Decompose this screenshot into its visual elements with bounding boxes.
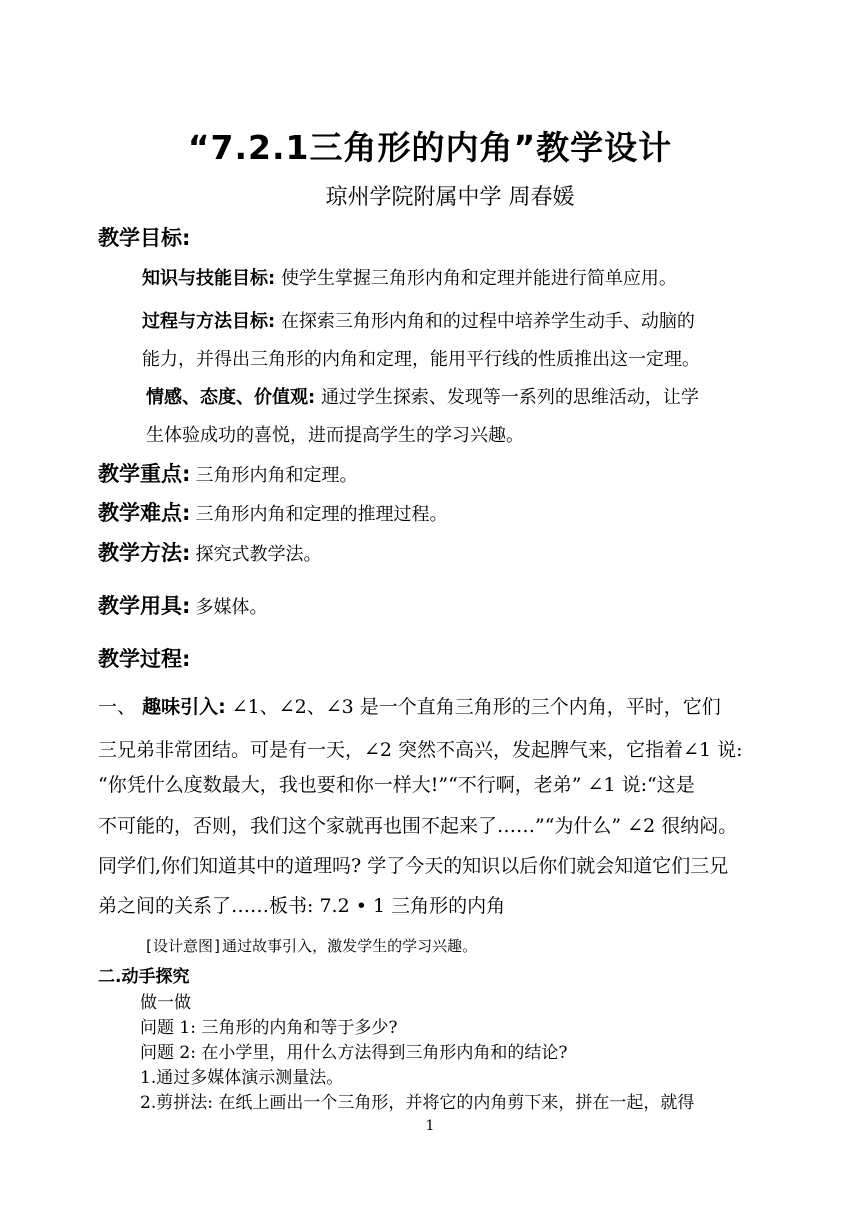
author-line: 琼州学院附属中学 周春媛 xyxy=(325,185,575,210)
process-goal-line-1 xyxy=(142,307,695,333)
key-point-text: 三角形内角和定理。 xyxy=(195,465,358,486)
emotion-goal-label: 情感、态度、价值观: xyxy=(146,387,316,408)
emotion-goal-line-2: 生体验成功的喜悦，进而提高学生的学习兴趣。 xyxy=(146,425,524,446)
intro-line-3: “你凭什么度数最大，我也要和你一样大!”“不行啊，老弟” ∠1 说:“这是 xyxy=(98,774,695,796)
process-goal-text-1: 在探索三角形内角和的过程中培养学生动手、动脑的 xyxy=(280,311,695,332)
tools-text: 多媒体。 xyxy=(195,597,268,618)
intro-prefix: 一、 xyxy=(98,696,137,718)
document-title: “7.2.1三角形的内角”教学设计 xyxy=(187,128,673,167)
process-goal-label: 过程与方法目标: xyxy=(142,311,276,332)
design-intent-note: [设计意图]通过故事引入，激发学生的学习兴趣。 xyxy=(144,937,478,955)
section2-question-2: 问题 2: 在小学里，用什么方法得到三角形内角和的结论? xyxy=(140,1043,568,1063)
intro-line-4: 不可能的，否则，我们这个家就再也围不起来了……”“为什么” ∠2 很纳闷。 xyxy=(98,815,738,837)
method-line xyxy=(98,537,322,567)
intro-line-1 xyxy=(98,692,721,719)
section2-question-1: 问题 1: 三角形的内角和等于多少? xyxy=(140,1018,398,1038)
emotion-goal-line-1 xyxy=(146,383,699,409)
difficulty-text: 三角形内角和定理的推理过程。 xyxy=(195,504,448,525)
difficulty-label: 教学难点: xyxy=(98,501,191,525)
method-text: 探究式教学法。 xyxy=(195,544,322,565)
section2-item-do: 做一做 xyxy=(140,993,191,1013)
intro-text-1: ∠1、∠2、∠3 是一个直角三角形的三个内角，平时，它们 xyxy=(231,696,721,718)
goals-heading: 教学目标: xyxy=(98,226,191,250)
intro-line-6: 弟之间的关系了……板书: 7.2 • 1 三角形的内角 xyxy=(98,895,506,917)
page-number: 1 xyxy=(425,1118,435,1134)
process-goal-line-2: 能力，并得出三角形的内角和定理，能用平行线的性质推出这一定理。 xyxy=(142,349,700,370)
section2-method-2: 2.剪拼法: 在纸上画出一个三角形，并将它的内角剪下来，拼在一起，就得 xyxy=(140,1093,695,1113)
method-label: 教学方法: xyxy=(98,541,191,565)
knowledge-goal xyxy=(142,264,677,290)
section2-heading: 二.动手探究 xyxy=(98,967,190,987)
intro-label: 趣味引入: xyxy=(142,696,226,718)
difficulty-line xyxy=(98,497,448,527)
process-heading: 教学过程: xyxy=(98,647,191,671)
knowledge-goal-text: 使学生掌握三角形内角和定理并能进行简单应用。 xyxy=(280,268,677,289)
tools-line xyxy=(98,590,268,620)
tools-label: 教学用具: xyxy=(98,594,191,618)
intro-line-5: 同学们,你们知道其中的道理吗? 学了今天的知识以后你们就会知道它们三兄 xyxy=(98,855,729,877)
emotion-goal-text-1: 通过学生探索、发现等一系列的思维活动，让学 xyxy=(320,387,699,408)
intro-line-2: 三兄弟非常团结。可是有一天，∠2 突然不高兴，发起脾气来，它指着∠1 说: xyxy=(98,739,743,761)
knowledge-goal-label: 知识与技能目标: xyxy=(142,268,276,289)
section2-method-1: 1.通过多媒体演示测量法。 xyxy=(140,1068,344,1088)
key-point-label: 教学重点: xyxy=(98,462,191,486)
key-point-line xyxy=(98,458,358,488)
